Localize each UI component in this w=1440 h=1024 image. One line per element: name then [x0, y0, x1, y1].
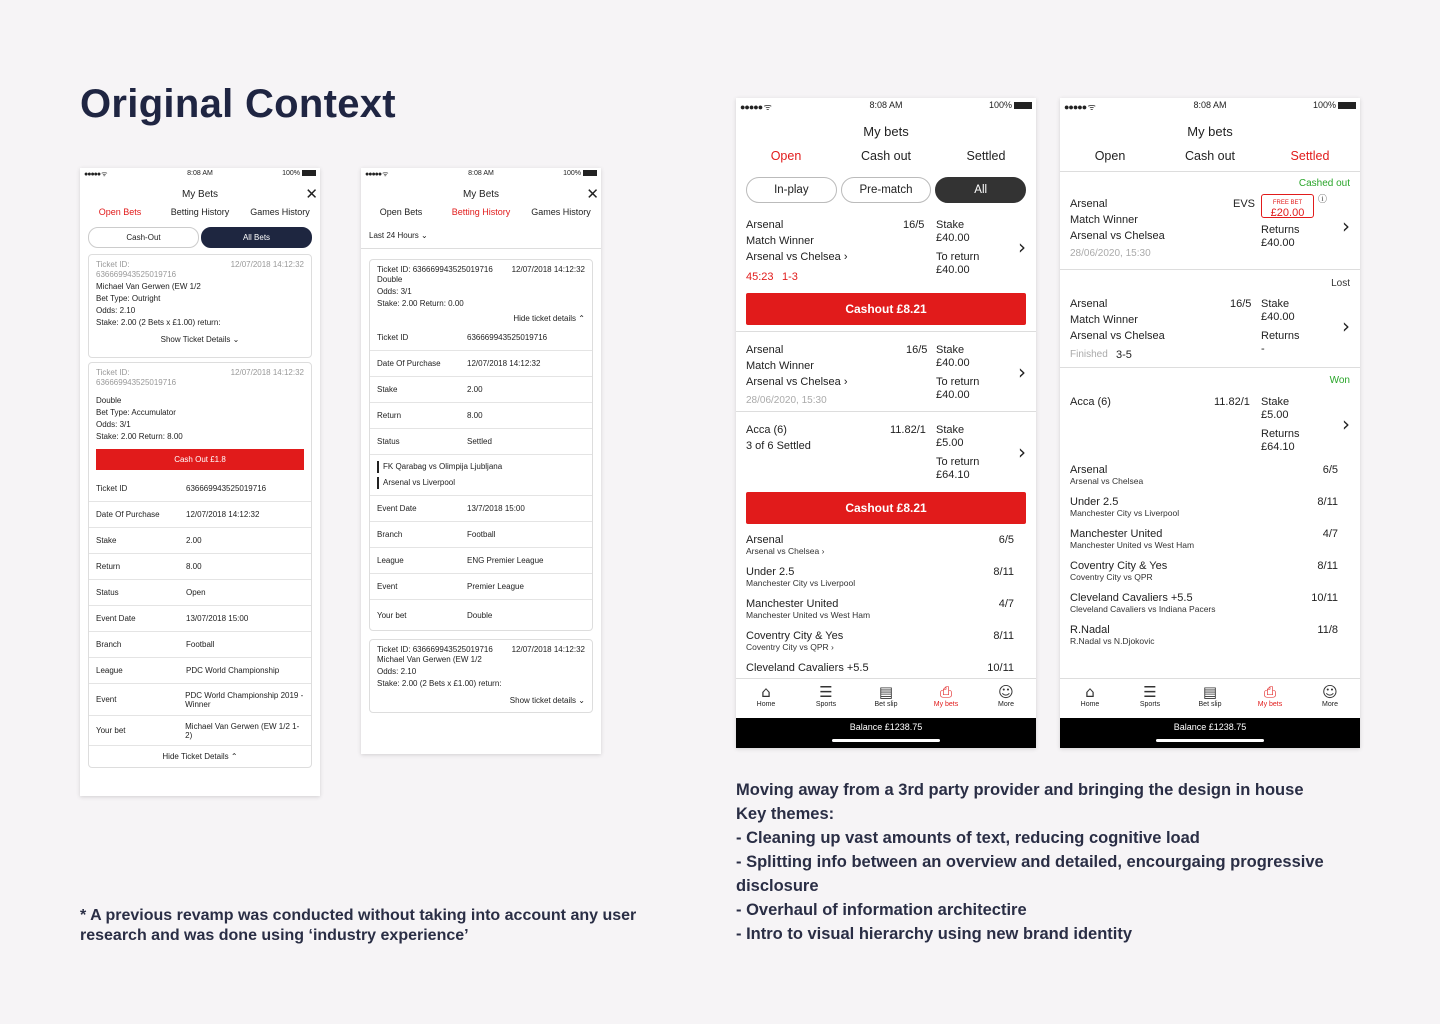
tabs [80, 207, 320, 217]
chevron-down-icon: ⌄ [232, 335, 240, 344]
battery-icon [302, 170, 316, 176]
bet-card-expanded: Ticket ID: 636669943525019716 12/07/2018 14:12:32 Double Odds: 3/1 Stake: 2.00 Return: 0.00 Hide ticket details ⌃ Ticket ID 636669943525019716 Date Of Purchase 12/07/2018 14:12:32 Stake 2.00 Return 8.00 Status Settled FK Qarabag vs Olimpija Ljubljana Arsenal vs Liverpool Event Date 13/7/2018 15:00 Branch Football League ENG Premier League Event Premier League Your bet Double [369, 259, 593, 631]
chevron-right-icon: › [1342, 412, 1350, 436]
page-title: Original Context [80, 82, 396, 126]
tab-cash-out[interactable]: Cash out [860, 149, 912, 163]
battery-icon [583, 170, 597, 176]
close-icon[interactable]: ✕ [305, 186, 318, 203]
phone-original-open-bets [80, 168, 320, 796]
nav-more[interactable]: ☺ More [976, 679, 1036, 718]
chevron-right-icon: › [1342, 214, 1350, 238]
status-bar: ●●●●● ᯤ 8:08 AM 100% [361, 168, 601, 180]
tab-betting-history[interactable]: Betting History [170, 207, 230, 217]
tab-settled[interactable]: Settled [966, 149, 1006, 163]
chevron-down-icon: ⌄ [421, 231, 428, 240]
chevron-right-icon: › [1018, 360, 1026, 384]
nav-sports[interactable]: ☰ Sports [1120, 679, 1180, 718]
phone-original-betting-history [361, 168, 601, 754]
nav-bet-slip[interactable]: ▤ Bet slip [856, 679, 916, 718]
status-bar: ●●●●● ᯤ 8:08 AM 100% [80, 168, 320, 180]
list-item: Under 2.5 Manchester City vs Liverpool 8/11 [746, 566, 1014, 588]
sports-icon: ☰ [1143, 683, 1157, 701]
chevron-up-icon: ⌃ [230, 752, 238, 761]
status-bar: ●●●●● ᯤ 8:08 AM 100% [736, 98, 1036, 112]
seg-all[interactable]: All [935, 177, 1026, 203]
list-item: Cleveland Cavaliers +5.5 10/11 [746, 662, 1014, 674]
bet-item-acca[interactable]: Won Acca (6) 11.82/1 Stake £5.00 Returns £64.10 › Arsenal Arsenal vs Chelsea 6/5 Under 2.5 Manchester City vs Liverpool 8/11 Manchester United Manchester United vs West Ham 4/7 Coventry City & Yes Coventry City vs QPR 8/11 Cleveland Cavaliers +5.5 Cleveland Cavaliers vs Indiana Pacers 10/11 R.Nadal R.Nadal vs N.Djokovic 11/8 [1070, 375, 1350, 646]
tab-open[interactable]: Open [770, 149, 802, 163]
tab-games-history[interactable]: Games History [250, 207, 310, 217]
nav-my-bets[interactable]: ⎙ My bets [916, 679, 976, 718]
bet-item[interactable]: Arsenal 16/5 Match Winner Arsenal vs Chelsea › 28/06/2020, 15:30 Stake £40.00 To return £40.00 › [736, 332, 1036, 412]
bet-card-expanded: Ticket ID: 12/07/2018 14:12:32 636669943525019716 Double Bet Type: Accumulator Odds: 3/1 Stake: 2.00 Return: 8.00 Cash Out £1.8 Ticket ID 636669943525019716 Date Of Purchase 12/07/2018 14:12:32 Stake 2.00 Return 8.00 Status Open Event Date 13/07/2018 15:00 Branch Football League PDC World Championship Event PDC World Championship 2019 - Winner Your bet Michael Van Gerwen (EW 1/2 1-2) Hide Ticket Details ⌃ [88, 362, 312, 768]
nav-bet-slip[interactable]: ▤ Bet slip [1180, 679, 1240, 718]
list-item: Manchester United Manchester United vs West Ham 4/7 [1070, 528, 1338, 550]
seg-all-bets[interactable]: All Bets [201, 227, 312, 248]
list-item: R.Nadal R.Nadal vs N.Djokovic 11/8 [1070, 624, 1338, 646]
balance-bar: Balance £1238.75 [1060, 718, 1360, 748]
bet-item[interactable]: Cashed out Arsenal EVS Match Winner Arsenal vs Chelsea 28/06/2020, 15:30 FREE BET £20.00 ⓘ Returns £40.00 › [1060, 172, 1360, 270]
tabs [361, 207, 601, 217]
phone-redesign-settled [1060, 98, 1360, 748]
hide-details-toggle[interactable]: Hide Ticket Details ⌃ [162, 752, 238, 761]
show-details-toggle[interactable]: Show ticket details ⌄ [509, 696, 585, 705]
battery-icon [1338, 102, 1356, 109]
details-table: Ticket ID 636669943525019716 Date Of Purchase 12/07/2018 14:12:32 Stake 2.00 Return 8.00 Status Settled FK Qarabag vs Olimpija Ljubljana Arsenal vs Liverpool Event Date 13/7/2018 15:00 Branch Football League ENG Premier League Event Premier League Your bet Double [370, 325, 592, 630]
cash-out-button[interactable]: Cash Out £1.8 [96, 449, 304, 470]
list-item: Under 2.5 Manchester City vs Liverpool 8/11 [1070, 496, 1338, 518]
home-indicator [832, 739, 940, 742]
sports-icon: ☰ [819, 683, 833, 701]
seg-cash-out[interactable]: Cash-Out [88, 227, 199, 248]
segment-control [88, 227, 312, 248]
header: My bets [863, 124, 909, 139]
my-bets-icon: ⎙ [939, 683, 952, 701]
seg-pre-match[interactable]: Pre-match [841, 177, 932, 203]
list-item: Manchester United Manchester United vs West Ham 4/7 [746, 598, 1014, 620]
show-details-toggle[interactable]: Show Ticket Details ⌄ [160, 335, 240, 344]
cashout-button[interactable]: Cashout £8.21 [746, 492, 1026, 524]
hide-details-toggle[interactable]: Hide ticket details ⌃ [513, 314, 585, 323]
list-item: Arsenal Arsenal vs Chelsea › 6/5 [746, 534, 1014, 556]
tab-open-bets[interactable]: Open Bets [98, 207, 142, 217]
nav-my-bets[interactable]: ⎙ My bets [1240, 679, 1300, 718]
chevron-down-icon: ⌄ [578, 696, 585, 705]
header: My Bets ✕ [462, 186, 599, 203]
battery-icon [1014, 102, 1032, 109]
home-icon: ⌂ [1085, 683, 1095, 701]
bet-item[interactable]: Arsenal 16/5 Match Winner Arsenal vs Chelsea › 45:23 1-3 Stake £40.00 To return £40.00 › Cashout £8.21 [736, 207, 1036, 332]
bottom-nav [1060, 678, 1360, 718]
bottom-nav [736, 678, 1036, 718]
tabs [1060, 149, 1360, 172]
user-icon: ☺ [998, 683, 1014, 701]
chevron-right-icon: › [1342, 314, 1350, 338]
tab-cash-out[interactable]: Cash out [1184, 149, 1236, 163]
bet-slip-icon: ▤ [878, 683, 894, 701]
footnote: * A previous revamp was conducted without taking into account any user research and was done using ‘industry experience’ [80, 907, 637, 944]
tab-settled[interactable]: Settled [1290, 149, 1330, 163]
details-table: Ticket ID 636669943525019716 Date Of Purchase 12/07/2018 14:12:32 Stake 2.00 Return 8.00 Status Open Event Date 13/07/2018 15:00 Branch Football League PDC World Championship Event PDC World Championship 2019 - Winner Your bet Michael Van Gerwen (EW 1/2 1-2) Hide Ticket Details ⌃ [89, 476, 311, 767]
list-item: Arsenal Arsenal vs Chelsea 6/5 [1070, 464, 1338, 486]
user-icon: ☺ [1322, 683, 1338, 701]
bet-item[interactable]: Lost Arsenal 16/5 Match Winner Arsenal vs Chelsea Finished 3-5 Stake £40.00 Returns - › [1060, 270, 1360, 368]
home-icon: ⌂ [761, 683, 771, 701]
tab-betting-history[interactable]: Betting History [451, 207, 511, 217]
chevron-up-icon: ⌃ [578, 314, 585, 323]
info-icon[interactable]: ⓘ [1318, 194, 1328, 204]
legs-list: FK Qarabag vs Olimpija Ljubljana Arsenal vs Liverpool [370, 455, 592, 496]
segment-control [746, 177, 1026, 203]
chevron-right-icon: › [1018, 440, 1026, 464]
header: My bets [1187, 124, 1233, 139]
nav-more[interactable]: ☺ More [1300, 679, 1360, 718]
design-notes: Moving away from a 3rd party provider and bringing the design in house Key themes: - Cleaning up vast amounts of text, reducing cognitive load - Splitting info between an overview and detailed, encourgaing progressive disclosure - Overhaul of information architectire - Intro to visual hierarchy using new brand identity [736, 781, 1324, 943]
bet-item-acca[interactable]: Acca (6) 11.82/1 3 of 6 Settled Stake £5.00 To return £64.10 › Cashout £8.21 Arsenal Arsenal vs Chelsea › 6/5 Under 2.5 Manchester City vs Liverpool 8/11 Manchester United Manchester United vs West Ham 4/7 Coventry City & Yes Coventry City vs QPR › 8/11 Cleveland Cavaliers +5.5 10/11 [746, 424, 1026, 674]
tab-open-bets[interactable]: Open Bets [379, 207, 423, 217]
nav-sports[interactable]: ☰ Sports [796, 679, 856, 718]
header: My Bets ✕ [181, 186, 318, 203]
balance-bar: Balance £1238.75 [736, 718, 1036, 748]
list-item: Coventry City & Yes Coventry City vs QPR › 8/11 [746, 630, 1014, 652]
status-bar: ●●●●● ᯤ 8:08 AM 100% [1060, 98, 1360, 112]
bet-card: Ticket ID: 636669943525019716 12/07/2018 14:12:32 Michael Van Gerwen (EW 1/2 Odds: 2.10 Stake: 2.00 (2 Bets x £1.00) return: Show ticket details ⌄ [369, 639, 593, 713]
nav-home[interactable]: ⌂ Home [1060, 679, 1120, 718]
nav-home[interactable]: ⌂ Home [736, 679, 796, 718]
home-indicator [1156, 739, 1264, 742]
list-item: Cleveland Cavaliers +5.5 Cleveland Cavaliers vs Indiana Pacers 10/11 [1070, 592, 1338, 614]
filter-dropdown[interactable]: Last 24 Hours ⌄ [361, 217, 601, 249]
close-icon[interactable]: ✕ [586, 186, 599, 203]
tab-games-history[interactable]: Games History [531, 207, 591, 217]
seg-in-play[interactable]: In-play [746, 177, 837, 203]
tab-open[interactable]: Open [1094, 149, 1126, 163]
tabs [736, 149, 1036, 163]
cashout-button[interactable]: Cashout £8.21 [746, 293, 1026, 325]
bet-card: Ticket ID: 12/07/2018 14:12:32 636669943525019716 Michael Van Gerwen (EW 1/2 Bet Type: Outright Odds: 2.10 Stake: 2.00 (2 Bets x £1.00) return: Show Ticket Details ⌄ [88, 254, 312, 358]
chevron-right-icon: › [1018, 235, 1026, 259]
my-bets-icon: ⎙ [1263, 683, 1276, 701]
free-bet-badge: FREE BET £20.00 [1261, 194, 1314, 218]
list-item: Coventry City & Yes Coventry City vs QPR 8/11 [1070, 560, 1338, 582]
phone-redesign-open [736, 98, 1036, 748]
bet-slip-icon: ▤ [1202, 683, 1218, 701]
